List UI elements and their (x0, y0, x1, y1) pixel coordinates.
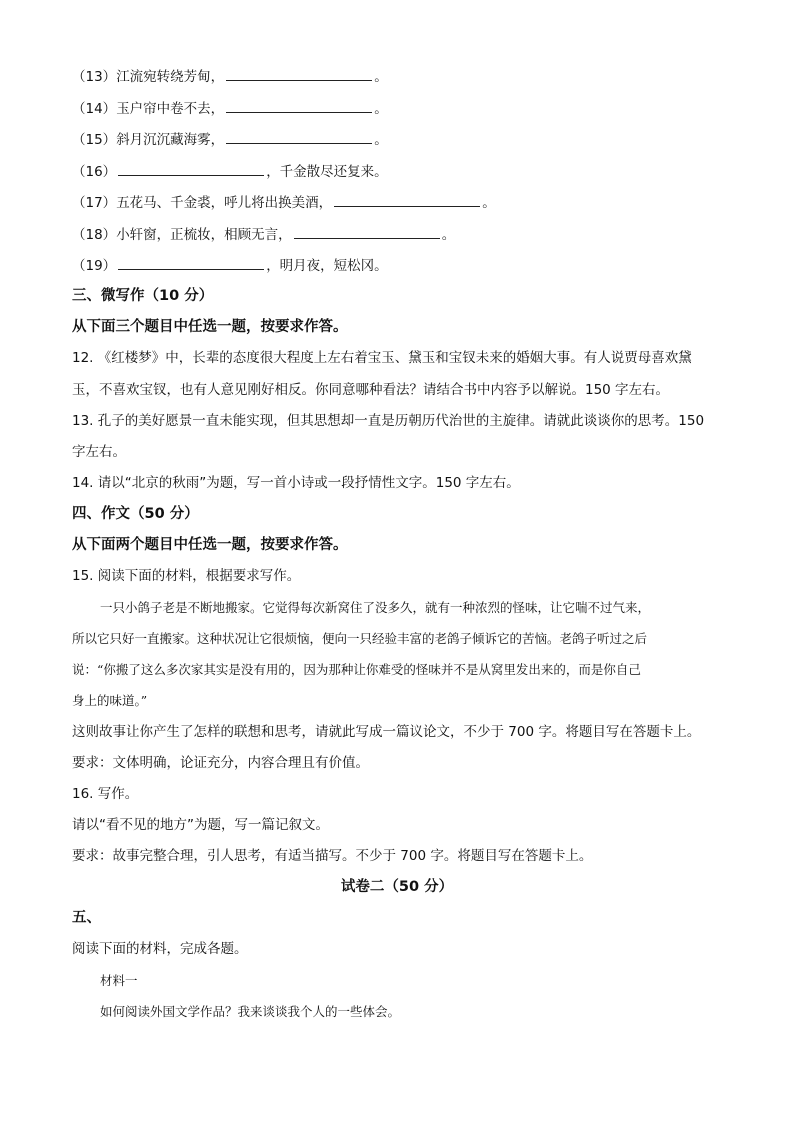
fill-item-15: （15）斜月沉沉藏海雾， 。 (72, 129, 388, 150)
question-12: 12. 《红楼梦》中，长辈的态度很大程度上左右着宝玉、黛玉和宝钗未来的婚姻大事。有人说贾母喜欢黛 (72, 350, 692, 366)
section-instruction: 从下面三个题目中任选一题，按要求作答。 (72, 319, 348, 335)
answer-blank[interactable] (334, 192, 480, 207)
answer-blank[interactable] (118, 255, 264, 270)
answer-blank[interactable] (226, 129, 372, 144)
answer-blank[interactable] (226, 66, 372, 81)
answer-blank[interactable] (118, 161, 264, 176)
section-heading: 五、 (72, 910, 101, 926)
story-text: 身上的味道。” (72, 693, 148, 708)
answer-blank[interactable] (226, 98, 372, 113)
fill-item-14: （14）玉户帘中卷不去， 。 (72, 98, 388, 119)
story-text: 所以它只好一直搬家。这种状况让它很烦恼，便向一只经验丰富的老鸽子倾诉它的苦恼。老鸽子听过之后 (72, 631, 648, 646)
fill-item-19: （19） ，明月夜，短松冈。 (72, 255, 388, 276)
section-instruction: 阅读下面的材料，完成各题。 (72, 941, 248, 957)
question-15-task: 这则故事让你产生了怎样的联想和思考，请就此写成一篇议论文，不少于 700 字。将题目写在答题卡上。 (72, 724, 701, 740)
question-12-cont: 玉，不喜欢宝钗，也有人意见刚好相反。你同意哪种看法？请结合书中内容予以解说。150 字左右。 (72, 382, 670, 398)
section-heading: 四、作文（50 分） (72, 506, 199, 522)
fill-item-16: （16） ，千金散尽还复来。 (72, 161, 388, 182)
question-15-requirements: 要求：文体明确，论证充分，内容合理且有价值。 (72, 755, 369, 771)
fill-item-13: （13）江流宛转绕芳甸， 。 (72, 66, 388, 87)
question-13-cont: 字左右。 (72, 444, 126, 460)
fill-item-17: （17）五花马、千金裘，呼儿将出换美酒， 。 (72, 192, 496, 213)
paper-title: 试卷二（50 分） (340, 879, 454, 895)
question-13: 13. 孔子的美好愿景一直未能实现，但其思想却一直是历朝历代治世的主旋律。请就此谈谈你的思考。150 (72, 413, 705, 429)
question-16: 16. 写作。 (72, 786, 139, 802)
fill-item-18: （18）小轩窗，正梳妆，相顾无言， 。 (72, 224, 455, 245)
question-15: 15. 阅读下面的材料，根据要求写作。 (72, 568, 301, 584)
section-instruction: 从下面两个题目中任选一题，按要求作答。 (72, 537, 348, 553)
material-text: 如何阅读外国文学作品？我来谈谈我个人的一些体会。 (100, 1004, 401, 1019)
question-16-requirements: 要求：故事完整合理，引人思考，有适当描写。不少于 700 字。将题目写在答题卡上。 (72, 848, 593, 864)
story-text: 一只小鸽子老是不断地搬家。它觉得每次新窝住了没多久，就有一种浓烈的怪味，让它喘不过气来， (100, 600, 651, 615)
question-16-task: 请以“看不见的地方”为题，写一篇记叙文。 (72, 817, 329, 833)
story-text: 说：“你搬了这么多次家其实是没有用的，因为那种让你难受的怪味并不是从窝里发出来的，而是你自己 (72, 662, 641, 677)
material-label: 材料一 (100, 973, 138, 988)
question-14: 14. 请以“北京的秋雨”为题，写一首小诗或一段抒情性文字。150 字左右。 (72, 475, 520, 491)
section-heading: 三、微写作（10 分） (72, 288, 214, 304)
answer-blank[interactable] (294, 224, 440, 239)
